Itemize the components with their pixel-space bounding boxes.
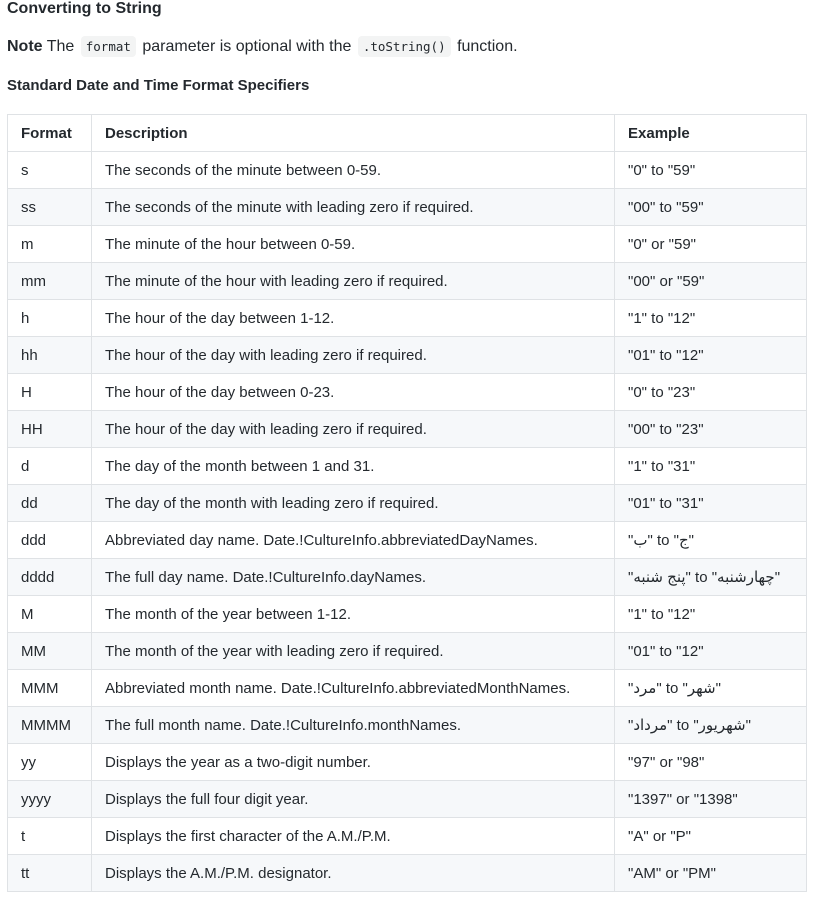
cell-example: "چهارشنبه" to "پنج شنبه" [615,559,807,596]
table-row [8,263,807,300]
table-row [8,152,807,189]
table-row [8,448,807,485]
table-row [8,522,807,559]
table-row [8,855,807,892]
header-description: Description [92,115,615,152]
cell-format: hh [8,337,92,374]
cell-description: Abbreviated day name. Date.!CultureInfo.abbreviatedDayNames. [92,522,615,559]
cell-description: The seconds of the minute with leading zero if required. [92,189,615,226]
table-row [8,633,807,670]
cell-format: ss [8,189,92,226]
cell-example: "00" to "59" [615,189,807,226]
cell-description: The day of the month with leading zero if required. [92,485,615,522]
cell-format: MM [8,633,92,670]
cell-example: "0" to "23" [615,374,807,411]
cell-format: M [8,596,92,633]
cell-description: Displays the first character of the A.M./P.M. [92,818,615,855]
cell-example: "0" or "59" [615,226,807,263]
cell-format: dd [8,485,92,522]
header-format: Format [8,115,92,152]
cell-description: The seconds of the minute between 0-59. [92,152,615,189]
tostring-function-code: .toString() [358,36,451,57]
section-heading: Standard Date and Time Format Specifiers [7,77,310,94]
cell-description: The full month name. Date.!CultureInfo.monthNames. [92,707,615,744]
cell-format: d [8,448,92,485]
table-row [8,596,807,633]
cell-example: "97" or "98" [615,744,807,781]
cell-description: The hour of the day between 1-12. [92,300,615,337]
cell-format: dddd [8,559,92,596]
cell-description: The minute of the hour with leading zero if required. [92,263,615,300]
table-row [8,337,807,374]
cell-description: The day of the month between 1 and 31. [92,448,615,485]
cell-description: Displays the full four digit year. [92,781,615,818]
table-row [8,707,807,744]
note-text-before: The [46,38,75,55]
cell-format: h [8,300,92,337]
table-row [8,374,807,411]
cell-format: mm [8,263,92,300]
cell-example: "شهریور" to "مرداد" [615,707,807,744]
cell-description: Abbreviated month name. Date.!CultureInfo.abbreviatedMonthNames. [92,670,615,707]
cell-format: HH [8,411,92,448]
cell-example: "00" to "23" [615,411,807,448]
cell-format: MMMM [8,707,92,744]
cell-format: t [8,818,92,855]
table-row [8,226,807,263]
table-row [8,818,807,855]
header-example: Example [615,115,807,152]
cell-format: m [8,226,92,263]
format-param-code: format [81,36,136,57]
cell-format: ddd [8,522,92,559]
cell-example: "1" to "12" [615,300,807,337]
note-text-after: function. [457,38,518,55]
cell-description: The month of the year with leading zero if required. [92,633,615,670]
table-row [8,411,807,448]
cell-description: The hour of the day between 0-23. [92,374,615,411]
table-row [8,300,807,337]
cell-example: "ج" to "ب" [615,522,807,559]
cell-format: MMM [8,670,92,707]
cell-format: s [8,152,92,189]
cell-format: H [8,374,92,411]
cell-format: tt [8,855,92,892]
cell-description: The hour of the day with leading zero if required. [92,411,615,448]
table-row [8,485,807,522]
note-text-middle: parameter is optional with the [142,38,352,55]
cell-description: Displays the year as a two-digit number. [92,744,615,781]
cell-example: "00" or "59" [615,263,807,300]
cell-example: "AM" or "PM" [615,855,807,892]
cell-format: yyyy [8,781,92,818]
table-row [8,781,807,818]
cell-example: "0" to "59" [615,152,807,189]
cell-description: The month of the year between 1-12. [92,596,615,633]
cell-description: The minute of the hour between 0-59. [92,226,615,263]
cell-example: "01" to "12" [615,337,807,374]
cell-description: The hour of the day with leading zero if required. [92,337,615,374]
cell-example: "A" or "P" [615,818,807,855]
cell-format: yy [8,744,92,781]
cell-description: Displays the A.M./P.M. designator. [92,855,615,892]
cell-example: "1" to "31" [615,448,807,485]
table-body [8,152,807,892]
table-row [8,559,807,596]
cell-example: "01" to "31" [615,485,807,522]
note-label: Note [7,38,43,55]
cell-example: "1" to "12" [615,596,807,633]
format-specifiers-table [7,114,807,892]
table-row [8,189,807,226]
table-row [8,744,807,781]
cell-example: "01" to "12" [615,633,807,670]
page-title: Converting to String [7,0,162,17]
table-row [8,670,807,707]
cell-example: "1397" or "1398" [615,781,807,818]
note-paragraph [7,37,518,57]
cell-description: The full day name. Date.!CultureInfo.dayNames. [92,559,615,596]
table-header-row [8,115,807,152]
cell-example: "شهر" to "مرد" [615,670,807,707]
